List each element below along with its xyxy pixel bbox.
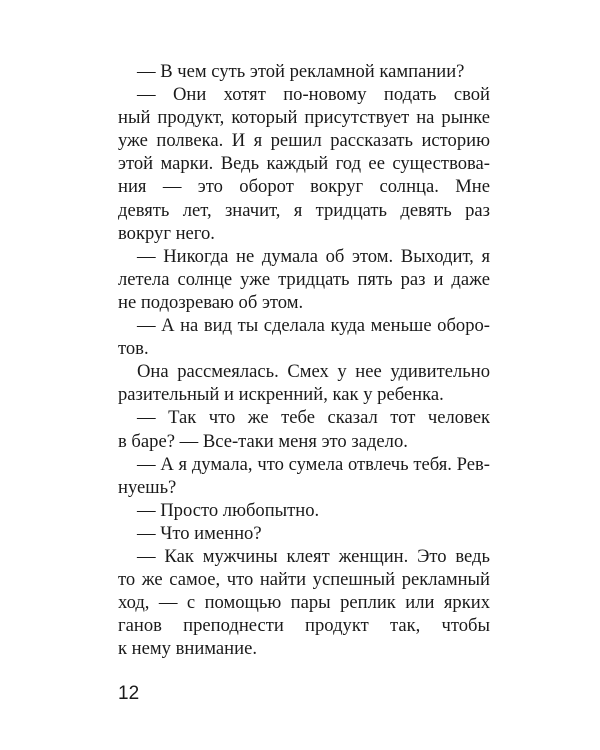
text-line: к нему внимание. xyxy=(118,638,257,660)
text-line: — Как мужчины клеят женщин. Это ведь xyxy=(137,545,490,567)
text-line: вокруг него. xyxy=(118,222,215,244)
text-line: разительный и искренний, как у ребенка. xyxy=(118,384,444,406)
text-line: этой марки. Ведь каждый год ее существова- xyxy=(118,153,490,175)
text-line: — В чем суть этой рекламной кампании? xyxy=(137,61,465,82)
text-line: девять лет, значит, я тридцать девять раз xyxy=(118,199,490,221)
text-line: нуешь? xyxy=(118,476,177,498)
text-line: ния — это оборот вокруг солнца. Мне xyxy=(118,176,490,198)
text-line: летела солнце уже тридцать пять раз и даже xyxy=(118,268,490,290)
text-line: — Никогда не думала об этом. Выходит, я xyxy=(137,245,490,267)
text-line: не подозреваю об этом. xyxy=(118,291,304,313)
page-body xyxy=(118,60,490,660)
text-line: то же самое, что найти успешный рекламный xyxy=(118,569,490,591)
text-line: — Просто любопытно. xyxy=(137,499,320,521)
text-line: — А я думала, что сумела отвлечь тебя. Рев- xyxy=(137,453,490,475)
text-line: в баре? — Все-таки меня это задело. xyxy=(118,430,408,452)
text-line: ный продукт, который присутствует на рынке xyxy=(118,107,490,129)
text-line: тов. xyxy=(118,338,149,360)
text-line: ход, — с помощью пары реплик или ярких xyxy=(118,592,490,614)
text-line: — А на вид ты сделала куда меньше оборо- xyxy=(137,315,490,337)
page-number: 12 xyxy=(118,683,140,704)
text-line: — Они хотят по-новому подать свой xyxy=(137,84,490,106)
text-line: — Так что же тебе сказал тот человек xyxy=(137,407,490,429)
text-line: уже полвека. И я решил рассказать историю xyxy=(118,130,490,152)
text-line: ганов преподнести продукт так, чтобы xyxy=(118,615,490,637)
text-line: — Что именно? xyxy=(137,522,262,544)
text-line: Она рассмеялась. Смех у нее удивительно xyxy=(137,361,490,383)
